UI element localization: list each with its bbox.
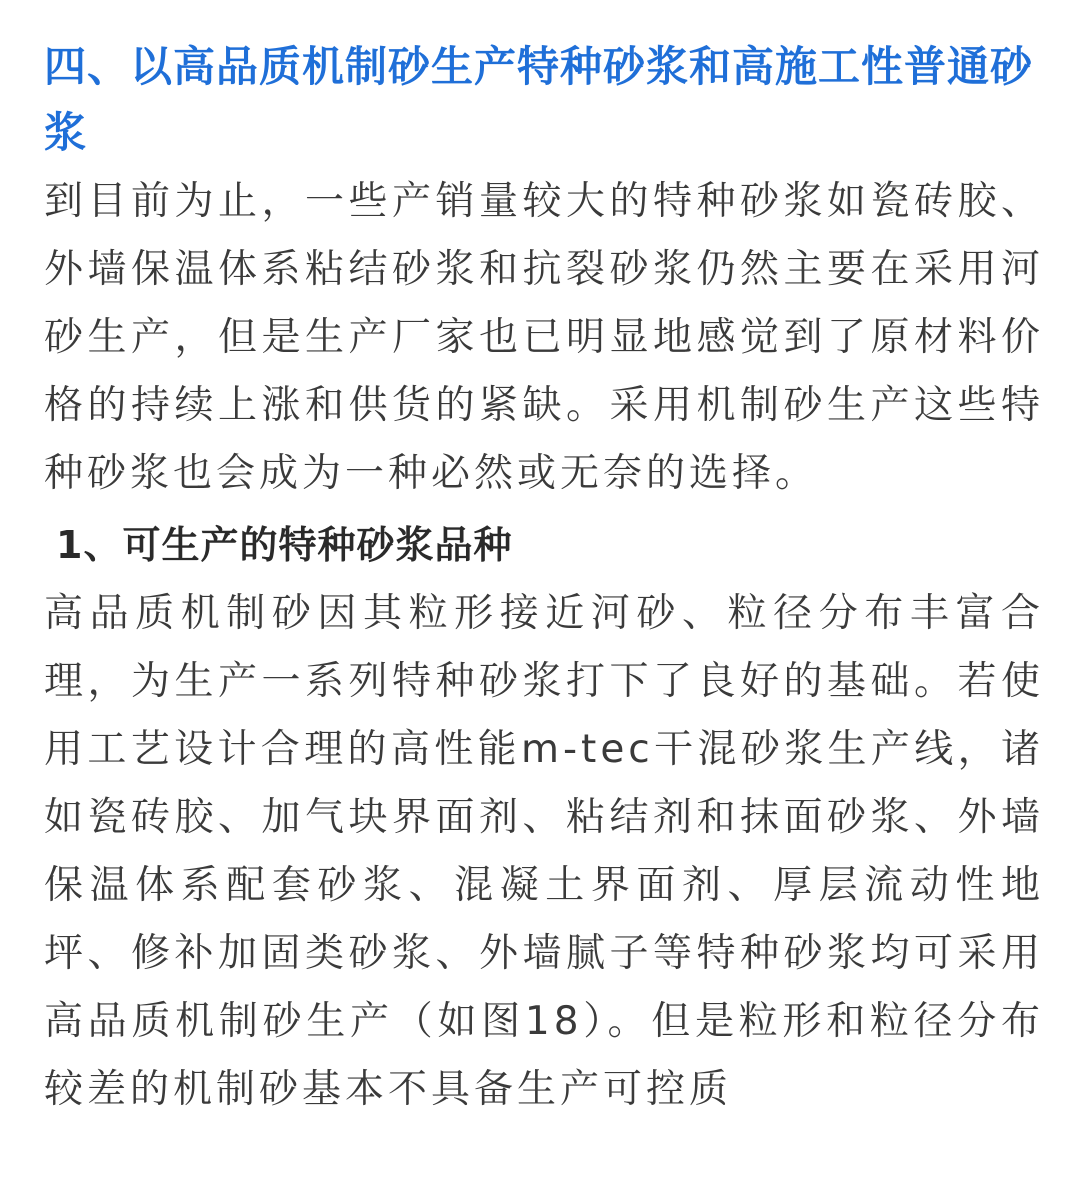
body-paragraph: 高品质机制砂因其粒形接近河砂、粒径分布丰富合理，为生产一系列特种砂浆打下了良好的基础。若使用工艺设计合理的高性能m-tec干混砂浆生产线，诸如瓷砖胶、加气块界面剂、粘结剂和抹面砂浆、外墙保温体系配套砂浆、混凝土界面剂、厚层流动性地坪、修补加固类砂浆、外墙腻子等特种砂浆均可采用高品质机制砂生产（如图18）。但是粒形和粒径分布较差的机制砂基本不具备生产可控质 bbox=[44, 591, 1044, 1112]
section-title: 四、以高品质机制砂生产特种砂浆和高施工性普通砂浆 bbox=[44, 42, 1034, 157]
subsection-title: 1、可生产的特种砂浆品种 bbox=[56, 523, 513, 567]
intro-paragraph: 到目前为止，一些产销量较大的特种砂浆如瓷砖胶、外墙保温体系粘结砂浆和抗裂砂浆仍然主要在采用河砂生产，但是生产厂家也已明显地感觉到了原材料价格的持续上涨和供货的紧缺。采用机制砂生产这些特种砂浆也会成为一种必然或无奈的选择。 bbox=[44, 179, 1044, 496]
